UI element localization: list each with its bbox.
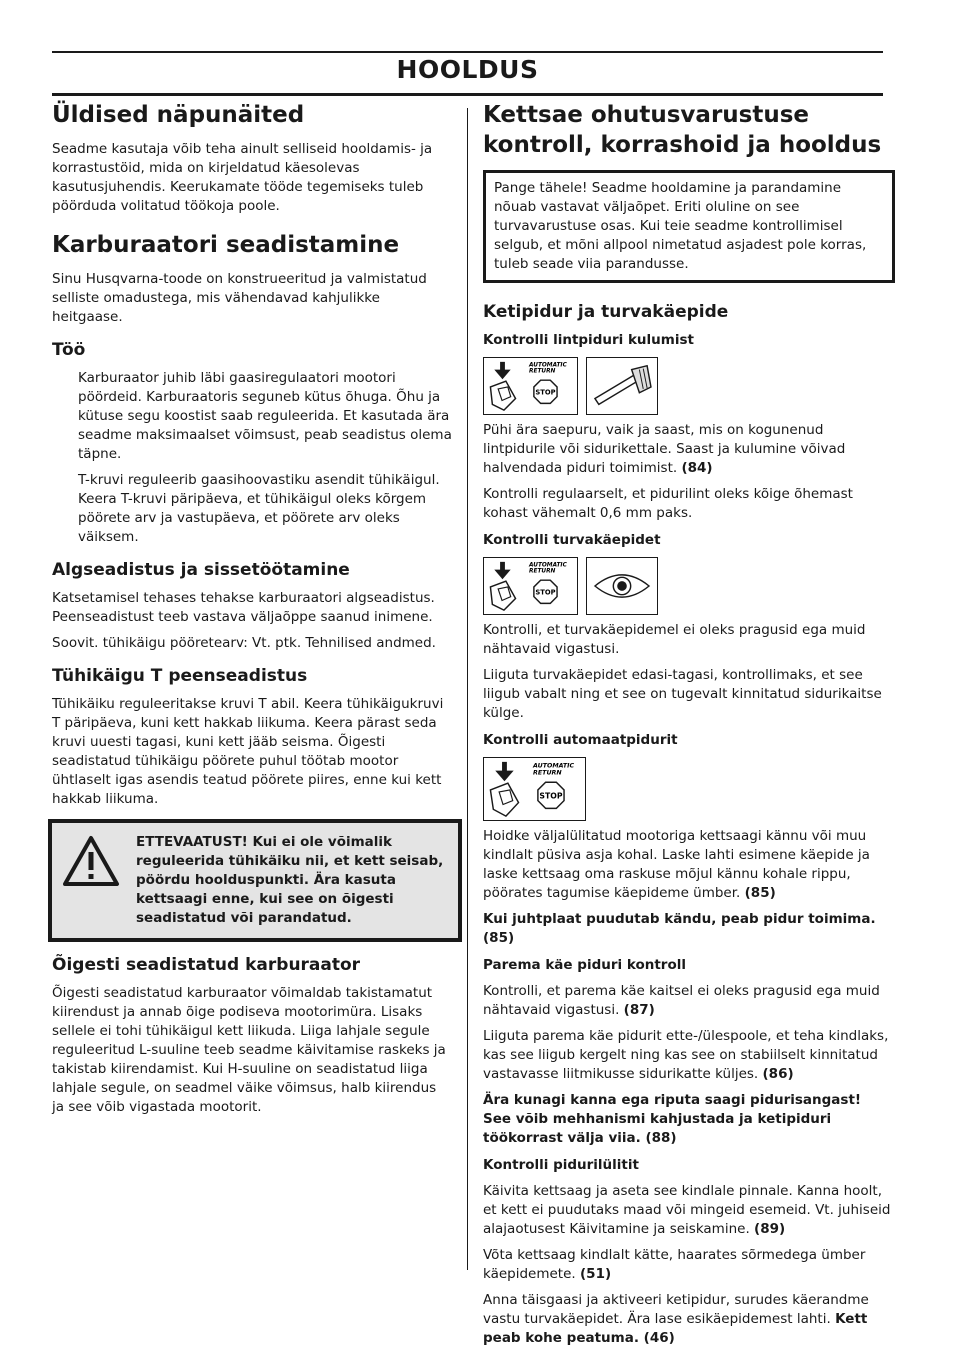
brake-text-9: Ära kunagi kanna ega riputa saagi pidurisangast! See võib mehhanismi kahjustada ja ketipiduri töökorrast välja viia. (88) (483, 1092, 862, 1146)
icon-label-automatic: AUTOMATIC (533, 762, 575, 770)
brake-text-7: Kontrolli, et parema käe kaitsel ei oleks pragusid ega muid nähtavaid vigastusi. (87) (483, 983, 880, 1018)
icon-label-return: RETURN (529, 568, 556, 575)
work-text-1: Karburaator juhib läbi gaasiregulaatori mootori pöördeid. Karburaatoris seguneb kütus õhuga. Õhu ja kütuse segu koostist saab reguleerida. Et kasutada ära seadme maksimaalset võimsust, peab seadistus olema täpne. (78, 370, 452, 462)
warning-box (48, 819, 462, 942)
automatic-return-stop-icon-2 (483, 557, 578, 615)
warning-triangle-icon (62, 835, 120, 887)
note-text: Pange tähele! Seadme hooldamine ja parandamine nõuab vastavat väljaõpet. Eriti oluline on see turvavarustuse osas. Kui teie seadme kontrollimisel selgub, et mõni allpool nimetatud asjadest pole korras, tuleb seade viia parandusse. (494, 180, 867, 272)
carb-text: Sinu Husqvarna-toode on konstrueeritud ja valmistatud selliste omadustega, mis vähendavad kahjulikke heitgaase. (52, 271, 427, 325)
icon-row-1 (483, 357, 893, 415)
general-title: Üldised näpunäited (52, 102, 305, 128)
brake-text-5: Hoidke väljalülitatud mootoriga kettsaagi kännu või muu kindlalt püsiva asja kohal. Laske lahti esimene käepide ja laske kettsaag oma raskuse mõjul kännu kohale rippu, pöörates tagumise käepideme ümber. (85) (483, 828, 870, 901)
brake-text-12: Anna täisgaasi ja aktiveeri ketipidur, surudes käerandme vastu turvakäepidet. Ära lase esikäepidemest lahti. Kett peab kohe peatuma. (46) (483, 1292, 869, 1346)
brake-text-6: Kui juhtplaat puudutab kändu, peab pidur toimima. (85) (483, 911, 876, 946)
brake-title: Ketipidur ja turvakäepide (483, 302, 729, 322)
automatic-return-stop-icon-3 (483, 757, 586, 821)
idle-title: Tühikäigu T peenseadistus (52, 666, 308, 686)
carb-title: Karburaatori seadistamine (52, 232, 400, 258)
idle-text: Tühikäiku reguleeritakse kruvi T abil. Keera tühikäigukruvi T päripäeva, kuni kett hakkab liikuma. Keera pärast seda kruvi uuesti tagasi, kuni kett jääb seisma. Õigesti seadistatud tühikäigu pöörete puhul töötab mootor ühtlaselt igas asendis teatud pöörete piires, enne kui kett hakkab liikuma. (52, 696, 444, 807)
general-text: Seadme kasutaja võib teha ainult selliseid hooldamis- ja korrastustöid, mida on kirjeldatud käesolevas kasutusjuhendis. Keerukamate tööde tegemiseks tuleb pöörduda volitatud töökoja poole. (52, 141, 433, 214)
correct-text: Õigesti seadistatud karburaator võimaldab takistamatut kiirendust ja annab õige podiseva mootorimüra. Lisaks sellele ei tohi tühikäigul kett liikuda. Liiga lahjale segule reguleeritud L-suuline teeb seadme käivitamise raskeks ja takistab kiirendamist. Kui H-suuline on seadistatud liiga lahjale segule, on seadmel väike võimsus, halb kiirendus ja see võib vigastada mootorit. (52, 985, 446, 1115)
icon-label-stop: STOP (539, 791, 563, 801)
automatic-return-stop-icon (483, 357, 578, 415)
basic-text-1: Katsetamisel tehases tehakse karburaatori algseadistus. Peenseadistust teeb vastava väljaõppe saanud inimene. (52, 590, 435, 625)
brake-text-8: Liiguta parema käe pidurit ette-/ülespoole, et teha kindlaks, kas see liigub kergelt ning kas see on stabiilselt kinnitatud vastavasse liitmikusse sidurikatte küljes. (86) (483, 1028, 889, 1082)
header-rule-bottom (52, 93, 883, 96)
icon-row-3 (483, 757, 893, 821)
brake-sub-1: Kontrolli lintpiduri kulumist (483, 332, 694, 348)
column-divider (467, 108, 468, 1270)
note-box (483, 170, 895, 283)
brake-text-4: Liiguta turvakäepidet edasi-tagasi, kontrollimaks, et see liigub vabalt ning et see on tugevalt kinnitatud sidurikaitse külge. (483, 667, 882, 721)
work-title: Töö (52, 340, 86, 360)
icon-label-automatic: AUTOMATIC (529, 562, 567, 569)
brake-sub-4: Parema käe piduri kontroll (483, 957, 686, 973)
icon-label-return: RETURN (533, 769, 562, 777)
icon-row-2 (483, 557, 893, 615)
work-text-2: T-kruvi reguleerib gaasihoovastiku asendit tühikäigul. Keera T-kruvi päripäeva, et tühikäigul oleks kõrgem pöörete arv ja vastupäeva, et pöörete arv oleks väiksem. (78, 472, 440, 545)
basic-text-2: Soovit. tühikäigu pööretearv: Vt. ptk. Tehnilised andmed. (52, 635, 436, 651)
icon-label-automatic: AUTOMATIC (529, 362, 567, 369)
safety-title: Kettsae ohutusvarustuse kontroll, korrashoid ja hooldus (483, 102, 882, 158)
warning-text: ETTEVAATUST! Kui ei ole võimalik reguleerida tühikäiku nii, et kett seisab, pöördu hoolduspunkti. Ära kasuta kettsaagi enne, kui see on õigesti seadistatud või parandatud. (136, 834, 444, 926)
icon-label-stop: STOP (535, 388, 556, 397)
left-column (52, 100, 452, 1124)
brake-sub-3: Kontrolli automaatpidurit (483, 732, 678, 748)
brake-text-1: Pühi ära saepuru, vaik ja saast, mis on kogunenud lintpidurile või sidurikettale. Saast ja kulumine võivad halvendada piduri toimimist. (84) (483, 422, 846, 476)
eye-icon (586, 557, 658, 615)
basic-title: Algseadistus ja sissetöötamine (52, 560, 350, 580)
brake-sub-5: Kontrolli pidurilülitit (483, 1157, 639, 1173)
icon-label-return: RETURN (529, 368, 556, 375)
brake-text-11: Võta kettsaag kindlalt kätte, haarates sõrmedega ümber käepidemete. (51) (483, 1247, 866, 1282)
brake-text-2: Kontrolli regulaarselt, et pidurilint oleks kõige õhemast kohast vähemalt 0,6 mm paks. (483, 486, 853, 521)
brush-icon (586, 357, 658, 415)
correct-title: Õigesti seadistatud karburaator (52, 955, 361, 975)
icon-label-stop: STOP (535, 588, 556, 597)
brake-sub-2: Kontrolli turvakäepidet (483, 532, 661, 548)
brake-text-10: Käivita kettsaag ja aseta see kindlale pinnale. Kanna hoolt, et kett ei puudutaks maad või mingeid esemeid. Vt. juhiseid alajaotusest Käivitamine ja seiskamine. (89) (483, 1183, 891, 1237)
header-rule-top (52, 51, 883, 53)
page-title: HOOLDUS (396, 55, 539, 84)
right-column (483, 100, 893, 1352)
brake-text-3: Kontrolli, et turvakäepidemel ei oleks pragusid ega muid nähtavaid vigastusi. (483, 622, 866, 657)
